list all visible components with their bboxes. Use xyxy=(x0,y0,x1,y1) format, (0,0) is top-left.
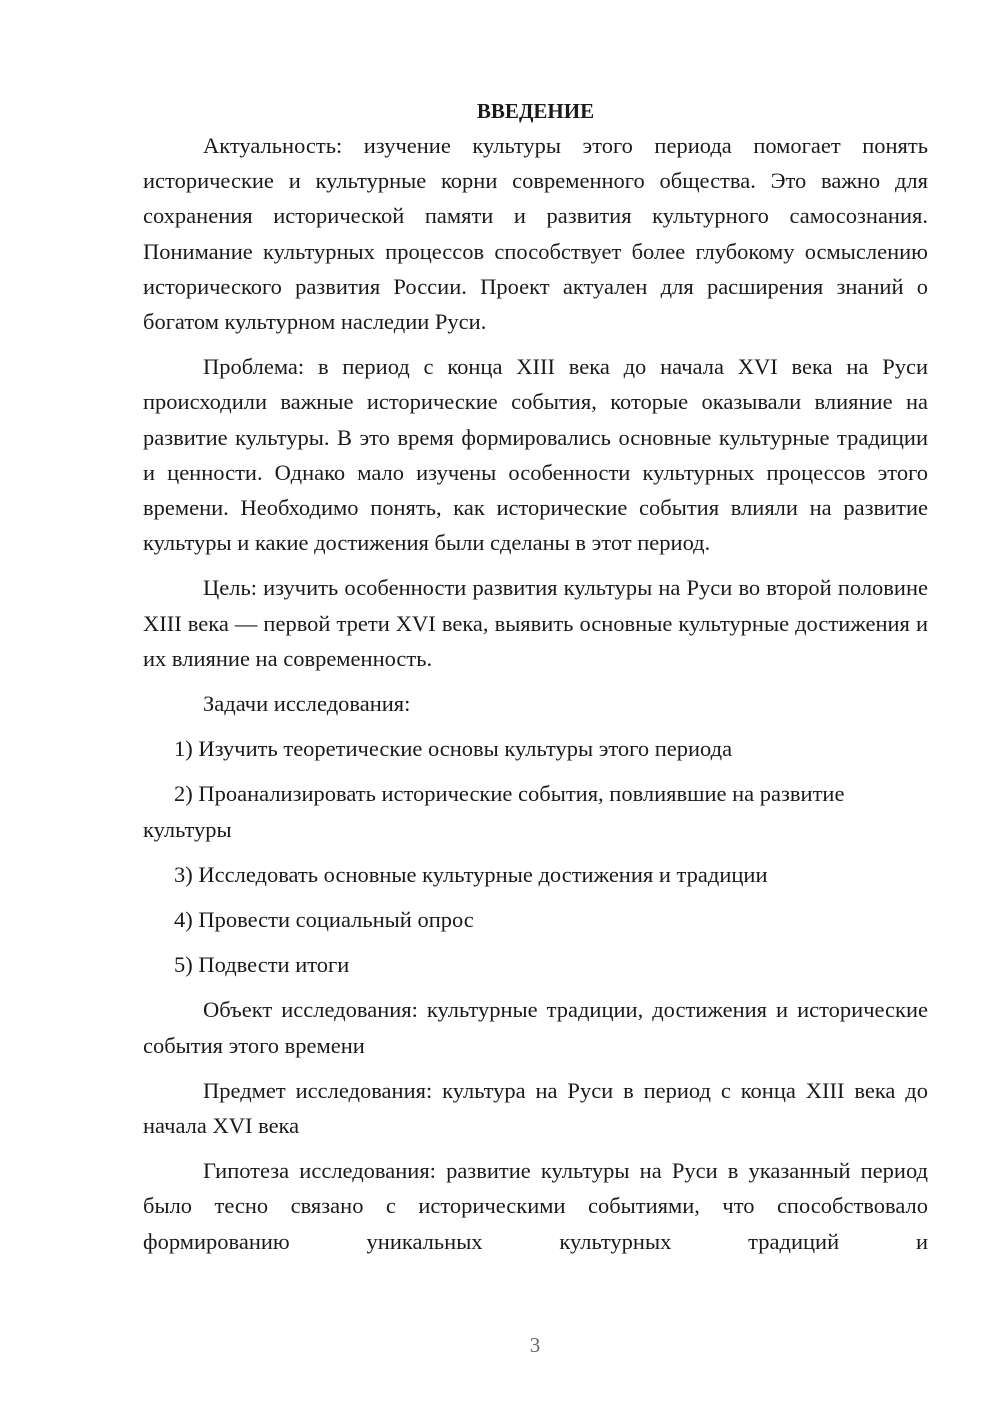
subject-paragraph: Предмет исследования: культура на Руси в период с конца XIII века до начала XVI века xyxy=(143,1077,928,1139)
task-item-5: 5) Подвести итоги xyxy=(174,952,350,978)
document-page xyxy=(143,94,928,1259)
task-item-3: 3) Исследовать основные культурные достижения и традиции xyxy=(174,861,768,887)
task-item-2: 2) Проанализировать исторические события, повлиявшие на развитие культуры xyxy=(143,781,845,842)
tasks-heading: Задачи исследования: xyxy=(203,691,411,717)
relevance-paragraph: Актуальность: изучение культуры этого периода помогает понять исторические и культурные корни современного общества. Это важно для сохранения исторической памяти и развития культурного самосознания. Понимание культурных процессов способствует более глубокому осмыслению исторического развития России. Проект актуален для расширения знаний о богатом культурном наследии Руси. xyxy=(143,133,928,335)
goal-paragraph: Цель: изучить особенности развития культуры на Руси во второй половине XIII века — первой трети XVI века, выявить основные культурные достижения и их влияние на современность. xyxy=(143,575,928,671)
object-paragraph: Объект исследования: культурные традиции, достижения и исторические события этого времени xyxy=(143,997,928,1058)
task-item-1: 1) Изучить теоретические основы культуры этого периода xyxy=(174,736,733,762)
page-number: 3 xyxy=(529,1333,541,1357)
task-item-4: 4) Провести социальный опрос xyxy=(174,907,474,933)
hypothesis-paragraph: Гипотеза исследования: развитие культуры на Руси в указанный период было тесно связано с историческими событиями, что способствовало формированию уникальных культурных традиций и xyxy=(143,1158,928,1254)
problem-paragraph: Проблема: в период с конца XIII века до начала XVI века на Руси происходили важные исторические события, которые оказывали влияние на развитие культуры. В это время формировались основные культурные традиции и ценности. Однако мало изучены особенности культурных процессов этого времени. Необходимо понять, как исторические события влияли на развитие культуры и какие достижения были сделаны в этот период. xyxy=(143,354,928,556)
section-title: ВВЕДЕНИЕ xyxy=(476,99,595,123)
